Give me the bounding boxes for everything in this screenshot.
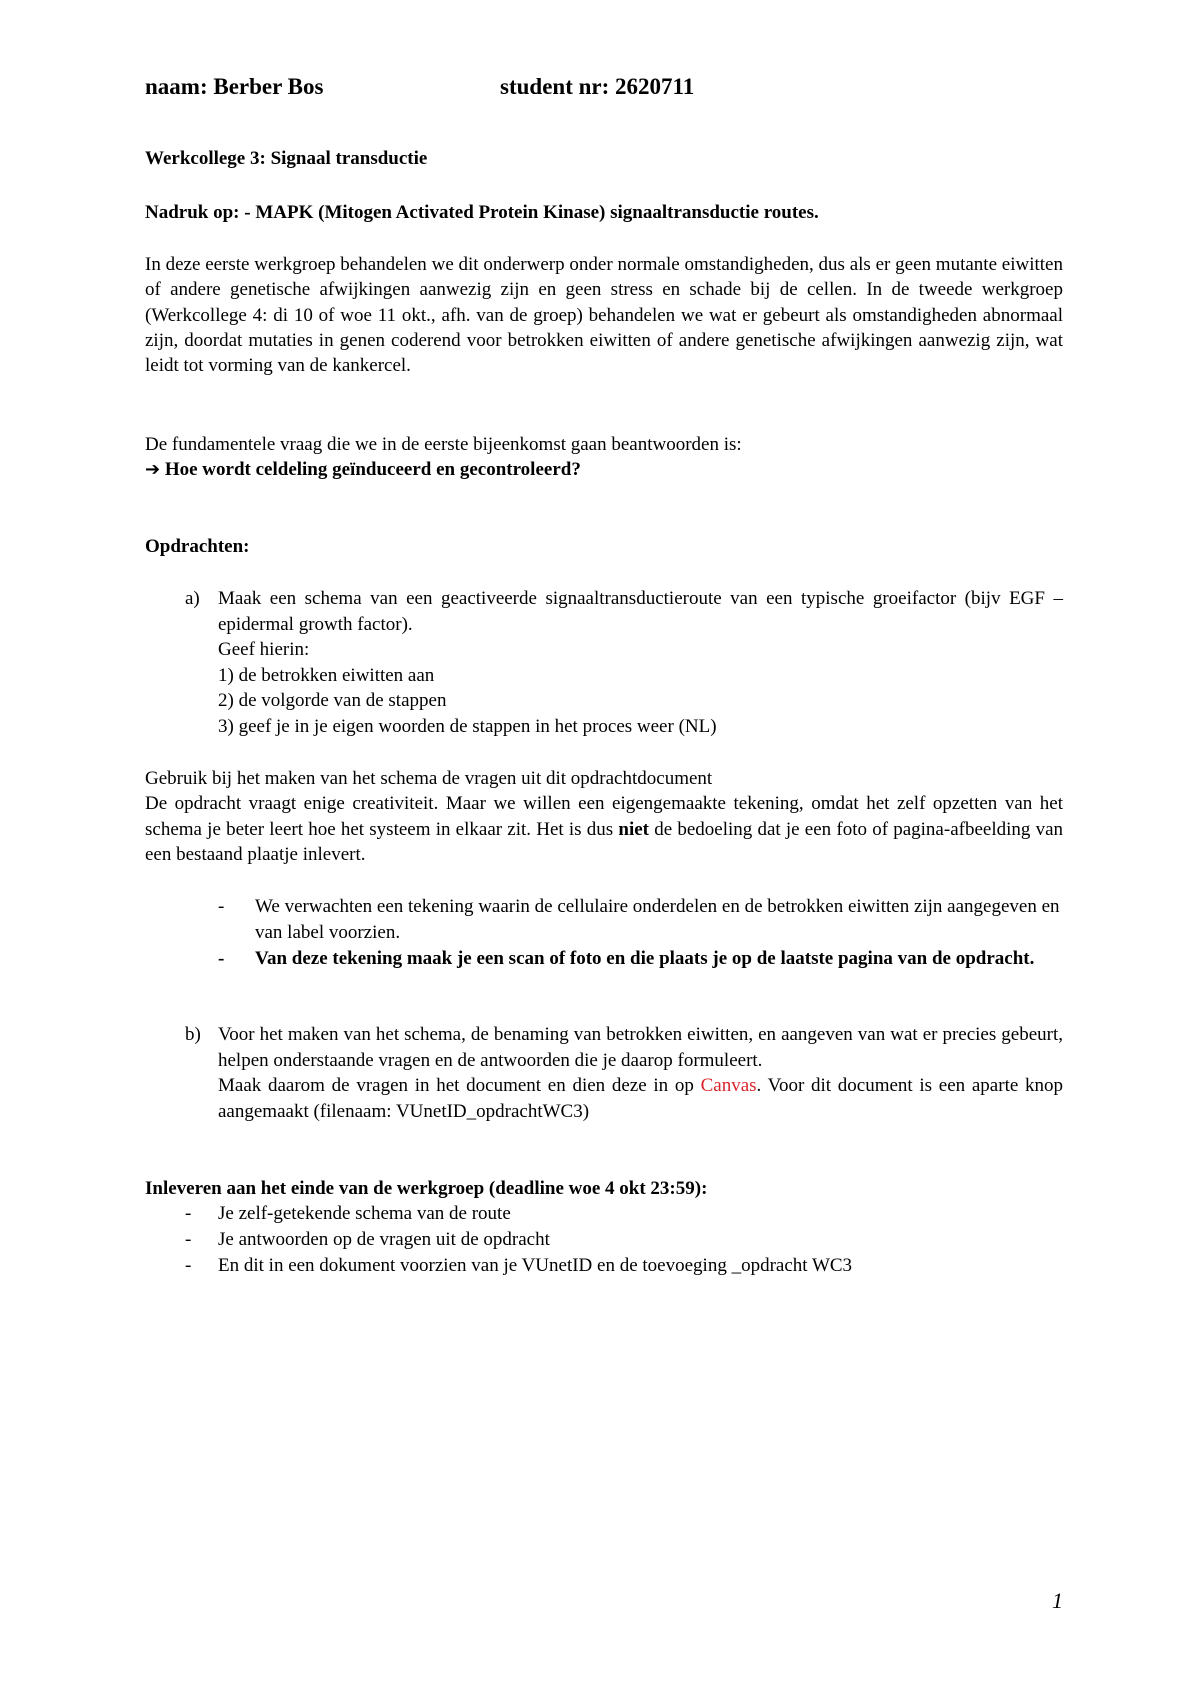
- canvas-link[interactable]: Canvas: [700, 1075, 757, 1096]
- assignment-a-sub-2: 2) de volgorde van de stappen: [218, 690, 447, 711]
- assignment-b-line2: [218, 1073, 1063, 1124]
- usage-note: Gebruik bij het maken van het schema de vragen uit dit opdrachtdocument: [145, 768, 713, 789]
- main-question: Hoe wordt celdeling geïnduceerd en gecontroleerd?: [164, 459, 581, 480]
- assignment-b-line2-pre: Maak daarom de vragen in het document en dien deze in op: [218, 1075, 694, 1096]
- dash-bullet: -: [185, 1229, 192, 1250]
- arrow-icon: ➔: [145, 459, 161, 480]
- expect-text: We verwachten een tekening waarin de cellulaire onderdelen en de betrokken eiwitten zijn aangegeven en van label voorzien.: [255, 896, 1060, 943]
- dash-bullet: -: [185, 1203, 192, 1224]
- dash-bullet: -: [218, 896, 225, 917]
- student-number: student nr: 2620711: [500, 74, 695, 99]
- assignment-a-text: [218, 586, 1063, 739]
- assignment-a-line1: Maak een schema van een geactiveerde signaaltransductieroute van een typische groeifactor (bijv EGF – epidermal growth factor).: [218, 588, 1063, 635]
- question-intro: De fundamentele vraag die we in de eerste bijeenkomst gaan beantwoorden is:: [145, 434, 742, 455]
- assignment-a-sub-3: 3) geef je in je eigen woorden de stappen in het proces weer (NL): [218, 715, 717, 737]
- emphasis-line: Nadruk op: - MAPK (Mitogen Activated Protein Kinase) signaaltransductie routes.: [145, 202, 819, 223]
- dash-bullet: -: [185, 1255, 192, 1276]
- assignment-a-sub-1: 1) de betrokken eiwitten aan: [218, 664, 435, 686]
- assignment-b-text: [218, 1022, 1063, 1124]
- assignment-b-label: b): [185, 1024, 201, 1045]
- scan-text: Van deze tekening maak je een scan of foto en die plaats je op de laatste pagina van de opdracht.: [255, 948, 1035, 969]
- assignment-a-label: a): [185, 588, 200, 609]
- submit-item-text: Je antwoorden op de vragen uit de opdracht: [218, 1229, 550, 1250]
- submit-item-text: En dit in een dokument voorzien van je VUnetID en de toevoeging _opdracht WC3: [218, 1255, 853, 1276]
- creativity-pre: De opdracht vraagt enige creativiteit. Maar we willen een eigengemaakte tekening, omdat het zelf opzetten van het schema je beter leert hoe het systeem in elkaar zit. Het is dus: [145, 793, 1063, 840]
- main-question-line: [145, 457, 1063, 483]
- student-name: naam: Berber Bos: [145, 74, 324, 99]
- assignment-b-line1: Voor het maken van het schema, de benaming van betrokken eiwitten, en aangeven van wat er precies gebeurt, helpen onderstaande vragen en de antwoorden die je daarop formuleert.: [218, 1024, 1063, 1071]
- page-number: 1: [1052, 1588, 1063, 1613]
- creativity-post: de bedoeling dat je een foto of pagina-afbeelding van een bestaand plaatje inlevert.: [145, 818, 1064, 865]
- dash-bullet: -: [218, 948, 225, 969]
- assignment-b-line2-post: . Voor dit document is een aparte knop aangemaakt (filenaam: VUnetID_opdrachtWC3): [218, 1075, 1063, 1122]
- submit-heading: Inleveren aan het einde van de werkgroep (deadline woe 4 okt 23:59):: [145, 1178, 708, 1199]
- assignments-heading: Opdrachten:: [145, 536, 250, 557]
- intro-paragraph: In deze eerste werkgroep behandelen we dit onderwerp onder normale omstandigheden, dus als er geen mutante eiwitten of andere genetische afwijkingen aanwezig zijn en geen stress en schade bij de cellen. In de tweede werkgroep (Werkcollege 4: di 10 of woe 11 okt., afh. van de groep) behandelen we wat er gebeurt als omstandigheden abnormaal zijn, doordat mutaties in genen coderend voor betrokken eiwitten of andere genetische afwijkingen aanwezig zijn, wat leidt tot vorming van de kankercel.: [145, 254, 1063, 377]
- header: [145, 74, 1063, 100]
- submit-item-text: Je zelf-getekende schema van de route: [218, 1203, 511, 1224]
- doc-title: Werkcollege 3: Signaal transductie: [145, 148, 428, 169]
- creativity-bold: niet: [618, 818, 649, 840]
- creativity-paragraph: [145, 791, 1063, 868]
- assignment-a-line2: Geef hierin:: [218, 639, 310, 660]
